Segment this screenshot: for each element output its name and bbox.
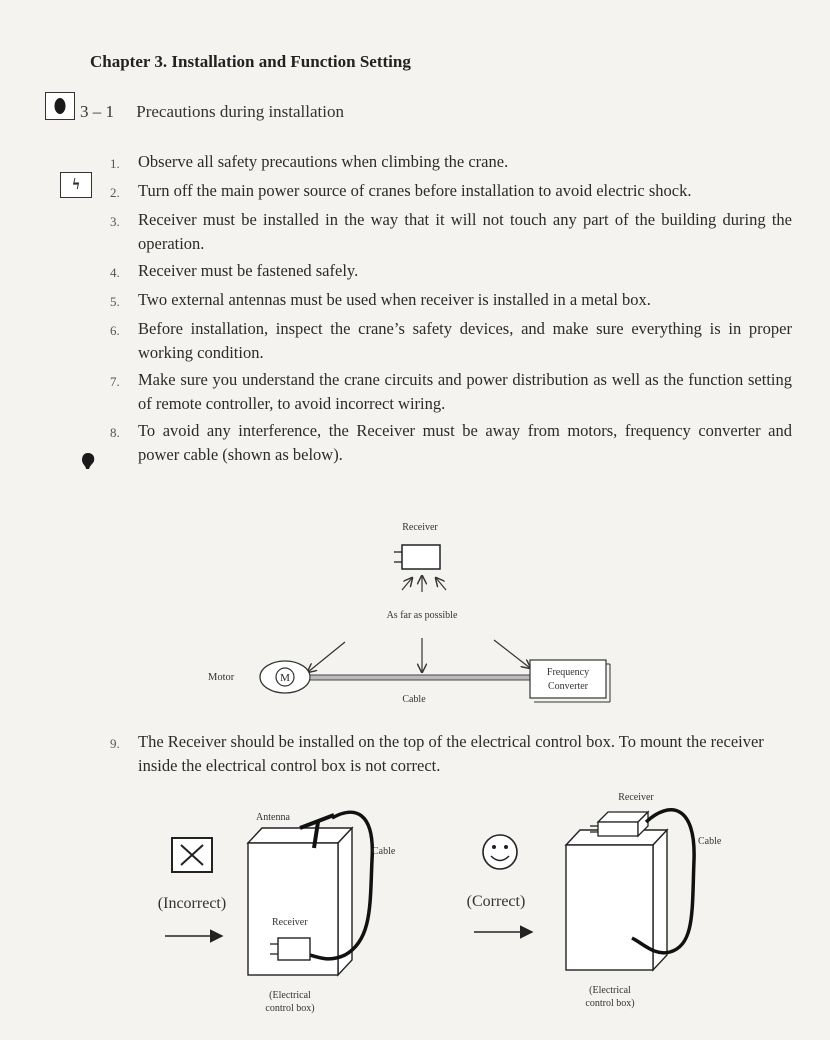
section-number: 3 – 1 xyxy=(80,102,114,121)
far-as-possible-label: As far as possible xyxy=(386,610,458,621)
list-item: 6. Before installation, inspect the crane’s safety devices, and make sure everything is in proper working condition. xyxy=(110,319,792,362)
cable-label-left: Cable xyxy=(372,846,396,857)
list-item: 8. To avoid any interference, the Receiver must be away from motors, frequency converter and power cable (shown as below). xyxy=(110,421,792,464)
svg-text:Frequency: Frequency xyxy=(546,667,590,678)
electric-shock-warning-icon: ϟ xyxy=(60,172,92,198)
list-item: 5. Two external antennas must be used when receiver is installed in a metal box. xyxy=(110,290,651,309)
section-title: Precautions during installation xyxy=(136,102,344,121)
cable-label-right: Cable xyxy=(698,836,722,847)
svg-text:Converter: Converter xyxy=(548,681,588,692)
box-label-left-1: (Electrical xyxy=(269,990,311,1001)
receiver-label-left: Receiver xyxy=(272,917,308,928)
receiver-on-top-icon xyxy=(590,812,648,836)
smiley-icon xyxy=(483,835,517,869)
incorrect-x-icon xyxy=(172,838,212,872)
antenna-label: Antenna xyxy=(256,812,290,823)
list-item: 3. Receiver must be installed in the way that it will not touch any part of the building during the operation. xyxy=(110,210,792,253)
list-item: 4. Receiver must be fastened safely. xyxy=(110,261,359,280)
motor-symbol: M xyxy=(280,672,290,684)
motor-label: Motor xyxy=(208,672,235,683)
box-label-right-1: (Electrical xyxy=(589,985,631,996)
receiver-label-right: Receiver xyxy=(618,792,654,803)
box-label-left-2: control box) xyxy=(265,1003,315,1014)
box-label-right-2: control box) xyxy=(585,998,635,1009)
list-item: 9. The Receiver should be installed on the top of the electrical control box. To mount the receiver inside the electrical control box is not correct. xyxy=(110,732,764,775)
diagram-receiver-label: Receiver xyxy=(402,522,438,533)
cable-label: Cable xyxy=(402,694,426,705)
list-item: 1. Observe all safety precautions when climbing the crane. xyxy=(110,152,509,171)
correct-label: (Correct) xyxy=(466,893,526,910)
incorrect-label: (Incorrect) xyxy=(157,895,227,912)
list-item: 7. Make sure you understand the crane circuits and power distribution as well as the function setting of remote controller, to avoid incorrect wiring. xyxy=(110,370,792,413)
chapter-title: Chapter 3. Installation and Function Setting xyxy=(90,52,411,71)
list-item: 2. Turn off the main power source of cranes before installation to avoid electric shock. xyxy=(110,181,692,200)
